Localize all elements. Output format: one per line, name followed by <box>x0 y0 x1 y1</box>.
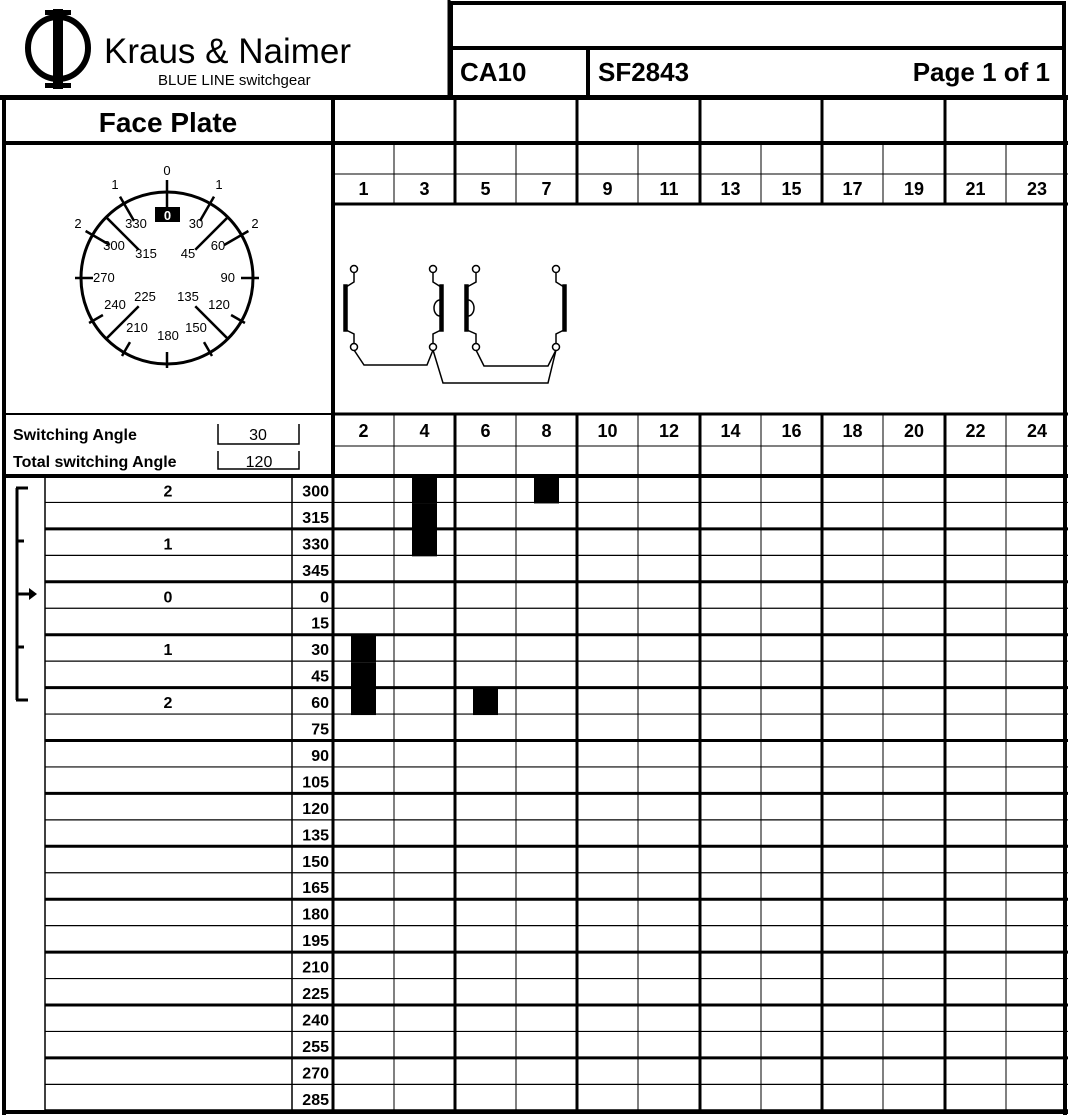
table-angle-cell: 75 <box>311 721 329 739</box>
contact-7-8-symbol <box>553 266 567 351</box>
header-top-box <box>451 3 1064 48</box>
table-angle-cell: 330 <box>302 536 329 554</box>
closed-contact-bar <box>351 689 376 715</box>
table-angle-cell: 285 <box>302 1091 329 1109</box>
terminal-label-bottom: 16 <box>781 421 802 441</box>
closed-contact-bar <box>351 662 376 688</box>
table-angle-cell: 90 <box>311 747 329 765</box>
dial-degree-label: 150 <box>185 320 207 335</box>
table-angle-cell: 240 <box>302 1012 329 1030</box>
jumper-2-4 <box>354 350 433 365</box>
contact-5-6-symbol <box>465 266 480 351</box>
model-number: CA10 <box>460 57 527 87</box>
switching-angle-label: Switching Angle <box>13 427 137 444</box>
page-number: Page 1 of 1 <box>912 57 1050 87</box>
table-angle-cell: 15 <box>311 615 329 633</box>
outer-label-2-right: 2 <box>251 216 259 231</box>
outer-label-0: 0 <box>163 163 171 178</box>
contact-1-2-symbol <box>344 266 358 351</box>
terminal-label-top: 17 <box>842 179 863 199</box>
terminal-label-top: 3 <box>419 179 430 199</box>
terminal-label-bottom: 2 <box>358 421 369 441</box>
table-angle-cell: 180 <box>302 906 329 924</box>
terminal-label-bottom: 20 <box>903 421 925 441</box>
table-angle-cell: 0 <box>320 589 329 607</box>
dial-degree-label: 330 <box>125 216 147 231</box>
terminal-label-bottom: 24 <box>1026 421 1048 441</box>
table-angle-cell: 195 <box>302 933 329 951</box>
terminal-label-top: 7 <box>541 179 552 199</box>
dial-degree-label: 30 <box>188 216 204 231</box>
terminal-label-bottom: 14 <box>720 421 741 441</box>
closed-contact-bar <box>412 530 437 556</box>
table-angle-cell: 105 <box>302 774 329 792</box>
header <box>449 0 1064 97</box>
table-angle-cell: 300 <box>302 483 329 501</box>
outer-label-2-left: 2 <box>74 216 82 231</box>
table-angle-cell: 135 <box>302 827 329 845</box>
switching-angle-block <box>13 424 299 471</box>
table-angle-cell: 30 <box>311 642 329 660</box>
dial-degree-label: 210 <box>126 320 148 335</box>
dial-degree-label: 300 <box>103 238 125 253</box>
terminal-label-bottom: 12 <box>658 421 680 441</box>
dial-degree-label: 120 <box>208 297 230 312</box>
outer-label-1-right: 1 <box>215 177 223 192</box>
total-switching-angle-value: 120 <box>245 454 273 471</box>
table-angle-cell: 255 <box>302 1038 329 1056</box>
dial-degree-label: 315 <box>135 246 157 261</box>
terminal-label-top: 1 <box>358 179 369 199</box>
table-angle-cell: 165 <box>302 880 329 898</box>
dial-degree-label: 45 <box>180 246 196 261</box>
closed-contact-bar <box>534 477 559 503</box>
table-position-cell: 2 <box>163 695 173 713</box>
terminal-label-top: 11 <box>659 179 679 199</box>
phi-logo-icon <box>28 9 88 89</box>
face-plate-dial <box>74 163 259 368</box>
total-switching-angle-label: Total switching Angle <box>13 454 177 471</box>
terminal-label-bottom: 6 <box>480 421 491 441</box>
table-angle-cell: 270 <box>302 1065 329 1083</box>
closed-contact-bar <box>351 636 376 662</box>
terminal-label-top: 5 <box>480 179 491 199</box>
table-position-cell: 2 <box>163 483 173 501</box>
brand-tagline: BLUE LINE switchgear <box>158 72 311 89</box>
terminal-label-top: 23 <box>1026 179 1048 199</box>
dial-degree-label: 60 <box>210 238 226 253</box>
arrow-right-icon <box>29 588 37 600</box>
terminal-label-bottom: 10 <box>597 421 618 441</box>
position-range-bracket <box>16 488 37 700</box>
table-angle-cell: 345 <box>302 562 329 580</box>
terminal-label-bottom: 22 <box>965 421 986 441</box>
face-plate-title: Face Plate <box>98 107 238 138</box>
dial-degree-label: 240 <box>104 297 126 312</box>
switching-angle-value: 30 <box>249 427 267 444</box>
kraus-naimer-logo <box>28 9 351 89</box>
closed-contact-bar <box>412 503 437 529</box>
dial-pointer-label: 0 <box>163 208 172 223</box>
terminal-label-top: 19 <box>903 179 925 199</box>
dial-degree-label: 135 <box>177 289 199 304</box>
terminal-label-top: 9 <box>602 179 613 199</box>
table-angle-cell: 120 <box>302 800 329 818</box>
terminal-label-bottom: 4 <box>419 421 430 441</box>
jumper-6-8 <box>476 350 556 366</box>
table-position-cell: 1 <box>163 536 173 554</box>
terminal-label-top: 21 <box>965 179 986 199</box>
table-angle-cell: 210 <box>302 959 329 977</box>
terminal-label-bottom: 8 <box>541 421 552 441</box>
frame-lines <box>0 97 1068 1115</box>
switching-table <box>45 476 1068 1112</box>
table-angle-cell: 45 <box>311 668 329 686</box>
dial-degree-label: 90 <box>220 270 235 285</box>
table-position-cell: 0 <box>163 589 173 607</box>
table-angle-cell: 150 <box>302 853 329 871</box>
table-angle-cell: 60 <box>311 695 329 713</box>
table-angle-cell: 225 <box>302 986 329 1003</box>
terminal-label-top: 15 <box>781 179 802 199</box>
closed-contact-bar <box>473 689 498 715</box>
outer-label-1-left: 1 <box>111 177 119 192</box>
contact-schematic <box>344 266 566 384</box>
closed-contact-bar <box>412 477 437 503</box>
contact-3-4-symbol <box>430 266 444 351</box>
terminal-label-top: 13 <box>720 179 741 199</box>
dial-degree-label: 180 <box>157 328 179 343</box>
table-angle-cell: 315 <box>302 509 329 527</box>
program-number: SF2843 <box>598 57 690 87</box>
terminal-label-bottom: 18 <box>842 421 863 441</box>
dial-degree-label: 270 <box>93 270 115 285</box>
table-position-cell: 1 <box>163 642 173 660</box>
brand-name: Kraus & Naimer <box>104 32 352 71</box>
dial-degree-label: 225 <box>134 289 156 304</box>
